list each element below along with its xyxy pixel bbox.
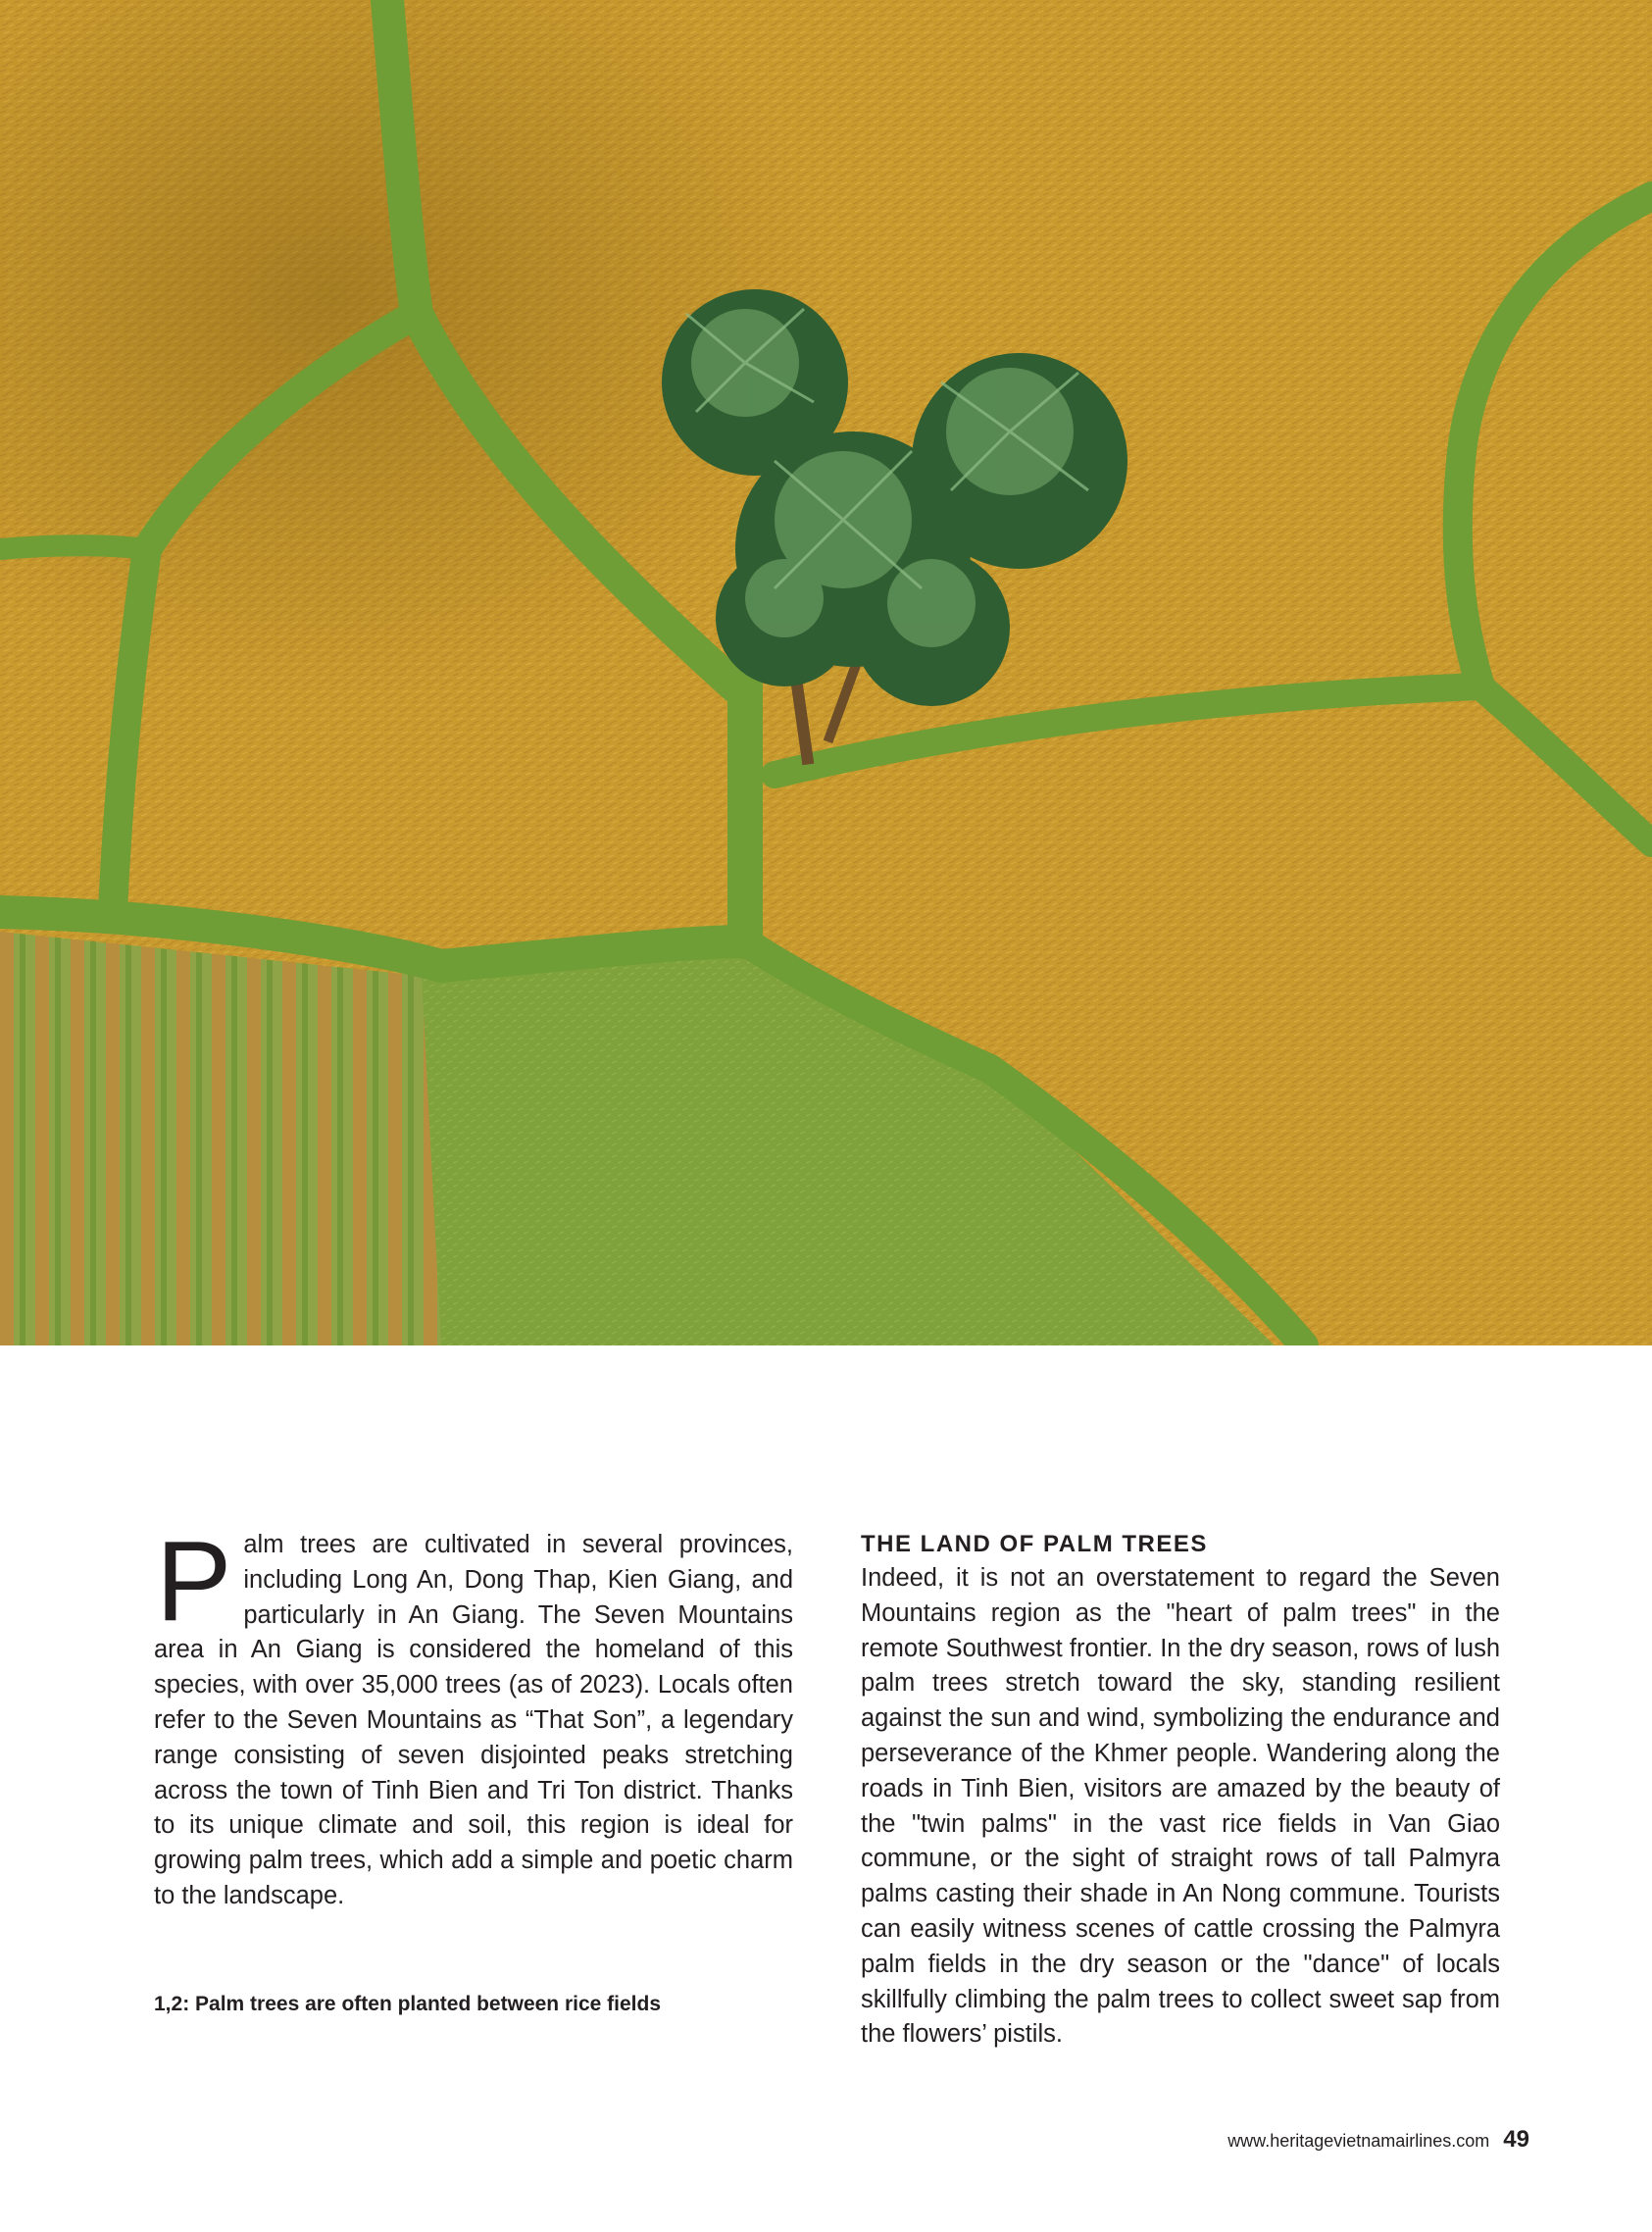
- footer-website: www.heritagevietnamairlines.com: [1227, 2131, 1490, 2151]
- section-heading: THE LAND OF PALM TREES: [861, 1531, 1208, 1557]
- article-intro-column: [154, 1517, 793, 1914]
- article-section-column: [861, 1528, 1500, 2053]
- intro-paragraph: alm trees are cultivated in several provinces, including Long An, Dong Thap, Kien Giang, and particularly in An Giang. The Seven Mountains area in An Giang is considered the homeland of this species, with over 35,000 trees (as of 2023). Locals often refer to the Seven Mountains as “That Son”, a legendary range consisting of seven disjointed peaks stretching across the town of Tinh Bien and Tri Ton district. Thanks to its unique climate and soil, this region is ideal for growing palm trees, which add a simple and poetic charm to the landscape.: [154, 1531, 793, 1909]
- section-paragraph: Indeed, it is not an overstatement to regard the Seven Mountains region as the "heart of palm trees" in the remote Southwest frontier. In the dry season, rows of lush palm trees stretch toward the sky, standing resilient against the sun and wind, symbolizing the endurance and perseverance of the Khmer people. Wandering along the roads in Tinh Bien, visitors are amazed by the beauty of the "twin palms" in the vast rice fields in Van Giao commune, or the sight of straight rows of tall Palmyra palms casting their shade in An Nong commune. Tourists can easily witness scenes of cattle crossing the Palmyra palm fields in the dry season or the "dance" of locals skillfully climbing the palm trees to collect sweet sap from the flowers’ pistils.: [861, 1564, 1500, 2049]
- page-footer: [1227, 2126, 1529, 2154]
- page-number: 49: [1503, 2126, 1529, 2153]
- drop-cap: P: [156, 1517, 232, 1645]
- striped-rice-field: [0, 932, 441, 1345]
- photo-caption: 1,2: Palm trees are often planted between rice fields: [154, 1993, 662, 2015]
